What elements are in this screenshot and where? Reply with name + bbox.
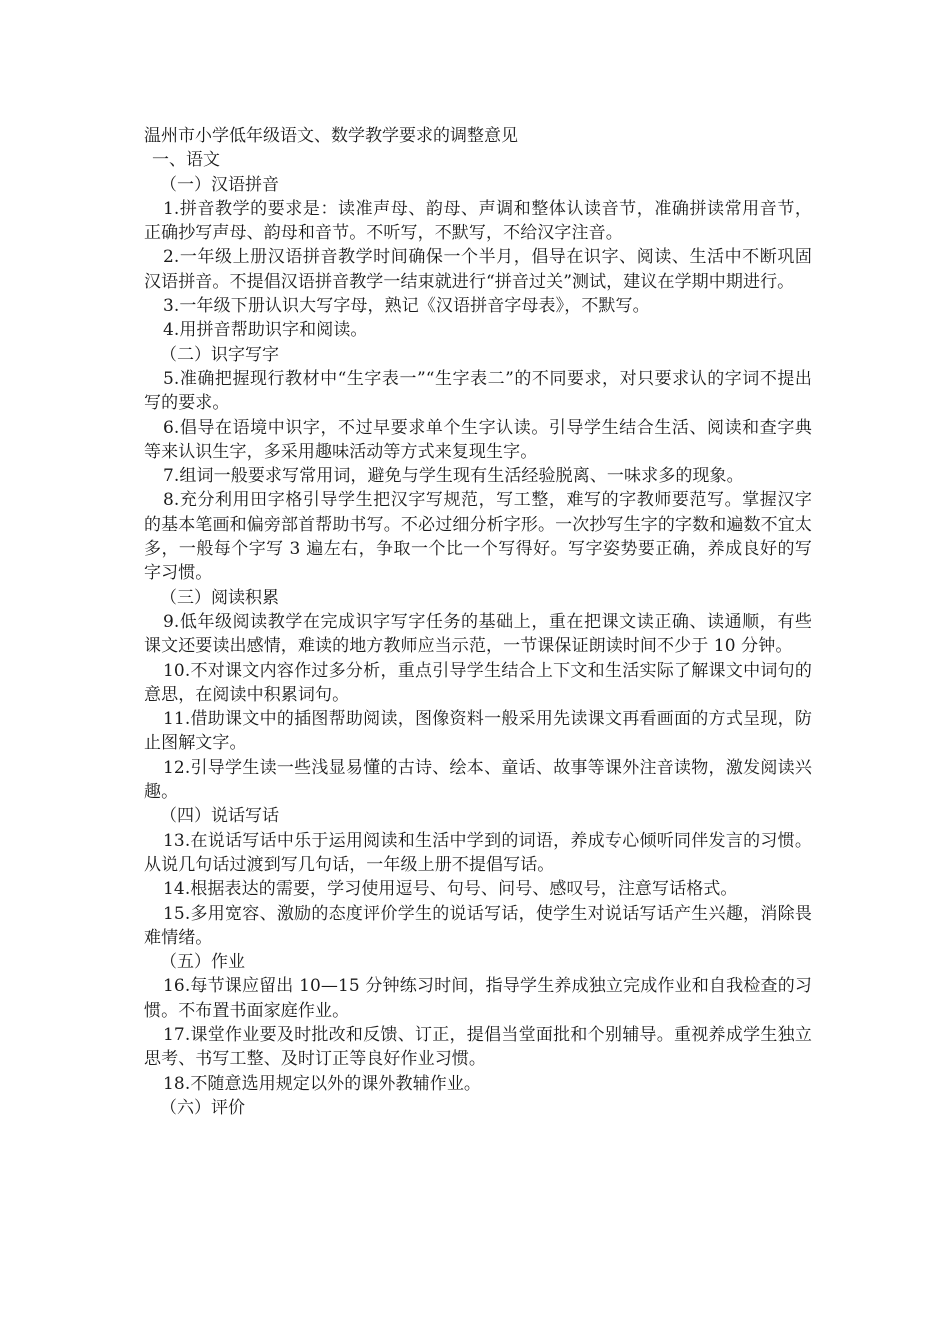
paragraph-11: 11.借助课文中的插图帮助阅读，图像资料一般采用先读课文再看画面的方式呈现，防止图解文字。 bbox=[144, 709, 812, 754]
paragraph-4: 4.用拼音帮助识字和阅读。 bbox=[163, 320, 368, 341]
subheading-literacy-writing: （二）识字写字 bbox=[160, 344, 279, 365]
paragraph-7: 7.组词一般要求写常用词，避免与学生现有生活经验脱离、一味求多的现象。 bbox=[163, 466, 744, 487]
paragraph-9: 9.低年级阅读教学在完成识字写字任务的基础上，重在把课文读正确、读通顺，有些课文还要读出感情，难读的地方教师应当示范，一节课保证朗读时间不少于 10 分钟。 bbox=[144, 611, 812, 657]
paragraph-10: 10.不对课文内容作过多分析，重点引导学生结合上下文和生活实际了解课文中词句的意思，在阅读中积累词句。 bbox=[144, 660, 812, 705]
paragraph-14: 14.根据表达的需要，学习使用逗号、句号、问号、感叹号，注意写话格式。 bbox=[163, 879, 738, 900]
document-title: 温州市小学低年级语文、数学教学要求的调整意见 bbox=[144, 126, 518, 146]
paragraph-5: 5.准确把握现行教材中“生字表一”“生字表二”的不同要求，对只要求认的字词不提出写的要求。 bbox=[144, 368, 812, 414]
subheading-reading: （三）阅读积累 bbox=[160, 587, 279, 608]
paragraph-1: 1.拼音教学的要求是：读准声母、韵母、声调和整体认读音节，准确拼读常用音节，正确抄写声母、韵母和音节。不听写，不默写，不给汉字注音。 bbox=[144, 198, 812, 244]
paragraph-17: 17.课堂作业要及时批改和反馈、订正，提倡当堂面批和个别辅导。重视养成学生独立思考、书写工整、及时订正等良好作业习惯。 bbox=[144, 1024, 812, 1070]
document-page bbox=[144, 124, 812, 1120]
paragraph-18: 18.不随意选用规定以外的课外教辅作业。 bbox=[163, 1073, 482, 1094]
subheading-evaluation: （六）评价 bbox=[160, 1097, 245, 1118]
paragraph-16: 16.每节课应留出 10—15 分钟练习时间，指导学生养成独立完成作业和自我检查的习惯。不布置书面家庭作业。 bbox=[144, 976, 812, 1021]
subheading-pinyin: （一）汉语拼音 bbox=[160, 174, 279, 195]
paragraph-2: 2.一年级上册汉语拼音教学时间确保一个半月，倡导在识字、阅读、生活中不断巩固汉语拼音。不提倡汉语拼音教学一结束就进行“拼音过关”测试，建议在学期中期进行。 bbox=[144, 247, 812, 292]
section-heading-chinese: 一、语文 bbox=[152, 150, 220, 171]
paragraph-13: 13.在说话写话中乐于运用阅读和生活中学到的词语，养成专心倾听同伴发言的习惯。从说几句话过渡到写几句话，一年级上册不提倡写话。 bbox=[144, 830, 812, 875]
paragraph-12: 12.引导学生读一些浅显易懂的古诗、绘本、童话、故事等课外注音读物，激发阅读兴趣。 bbox=[144, 757, 812, 803]
paragraph-6: 6.倡导在语境中识字，不过早要求单个生字认读。引导学生结合生活、阅读和查字典等来认识生字，多采用趣味活动等方式来复现生字。 bbox=[144, 417, 812, 462]
subheading-homework: （五）作业 bbox=[160, 952, 245, 973]
paragraph-8: 8.充分利用田字格引导学生把汉字写规范，写工整，难写的字教师要范写。掌握汉字的基本笔画和偏旁部首帮助书写。不必过细分析字形。一次抄写生字的字数和遍数不宜太多，一般每个字写 3 遍左右，争取一个比一个写得好。写字姿势要正确，养成良好的写字习惯。 bbox=[144, 490, 812, 584]
subheading-speaking-writing: （四）说话写话 bbox=[160, 806, 279, 827]
paragraph-3: 3.一年级下册认识大写字母，熟记《汉语拼音字母表》，不默写。 bbox=[163, 296, 650, 317]
paragraph-15: 15.多用宽容、激励的态度评价学生的说话写话，使学生对说话写话产生兴趣，消除畏难情绪。 bbox=[144, 903, 812, 948]
